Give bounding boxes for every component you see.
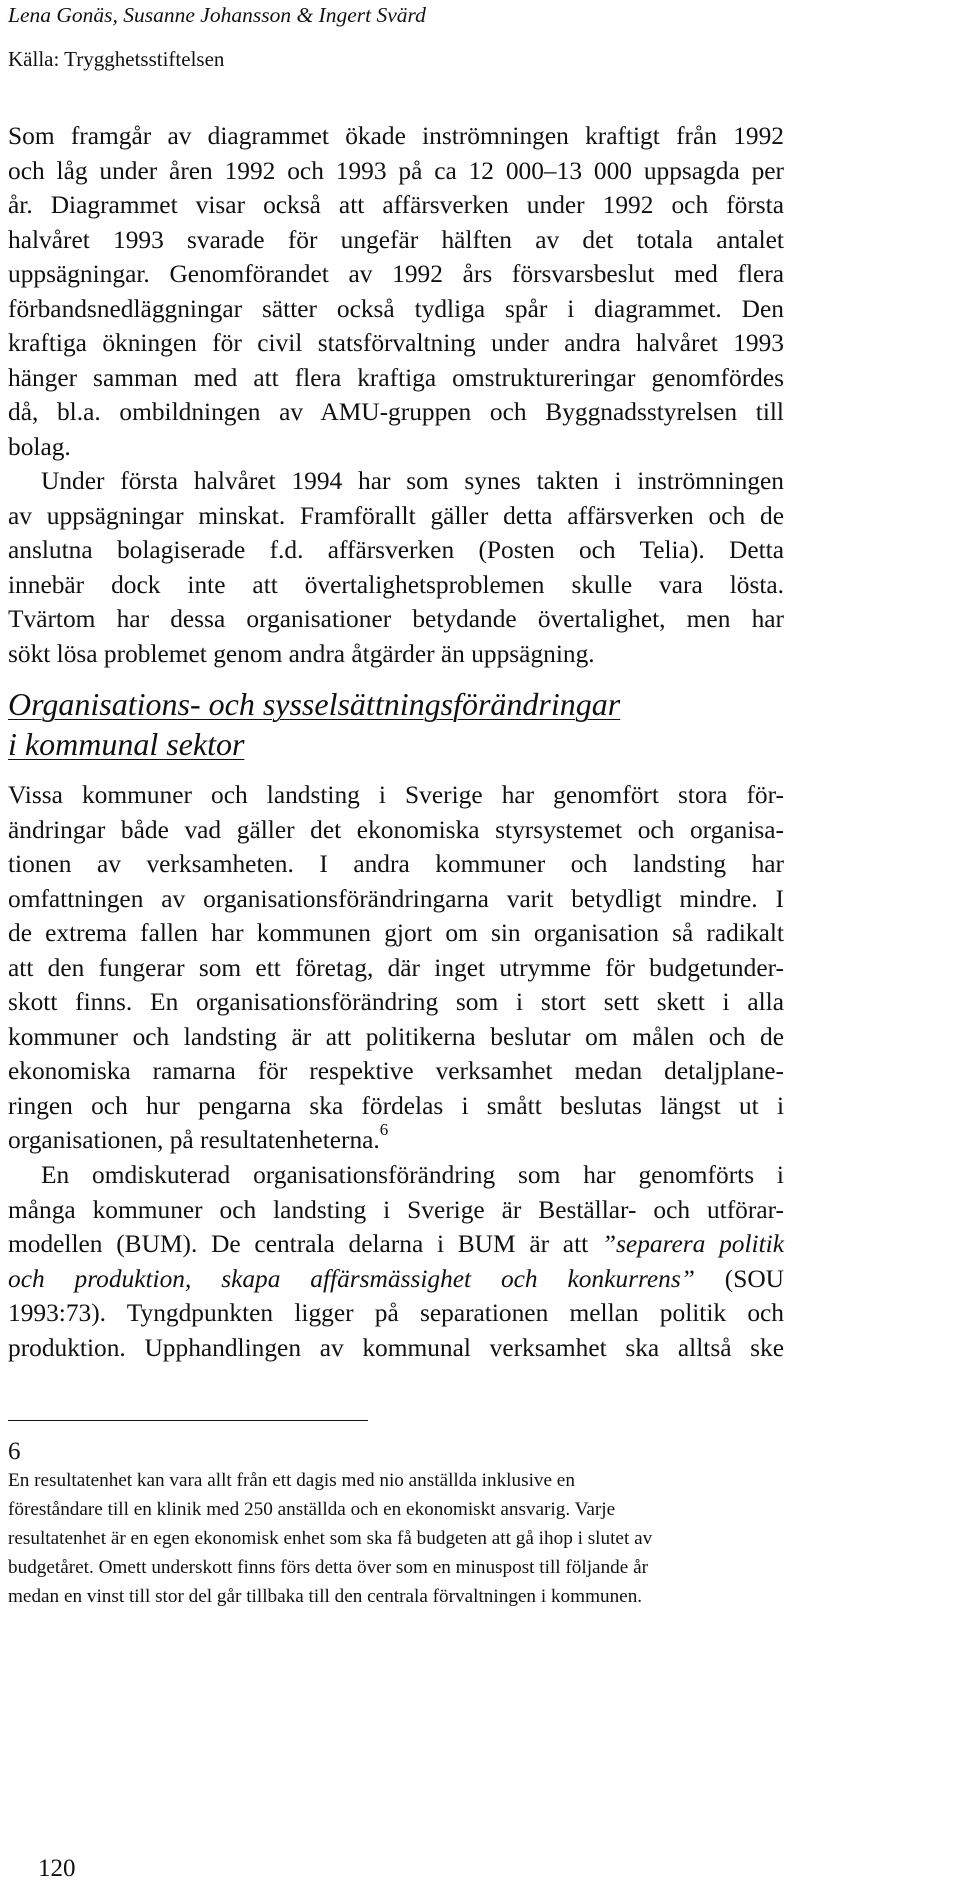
text-line: sökt lösa problemet genom andra åtgärder än uppsägning. [8, 639, 595, 668]
text-line: uppsägningar. Genomförandet av 1992 års försvarsbeslut med flera [8, 260, 784, 288]
text-line: att den fungerar som ett företag, där inget utrymme för budgetunder- [8, 953, 784, 982]
text-line: innebär dock inte att övertalighetsproblemen skulle vara lösta. [8, 570, 784, 599]
text-line: de extrema fallen har kommunen gjort om sin organisation så radikalt [8, 919, 784, 947]
footnote-line [8, 1437, 784, 1495]
text-line: omfattningen av organisationsförändringarna varit betydligt mindre. I [8, 884, 784, 913]
paragraph-2 [8, 464, 784, 671]
text-line: bolag. [8, 432, 71, 461]
text-line: Tvärtom har dessa organisationer betydande övertalighet, men har [8, 605, 784, 633]
text-line: kraftiga ökningen för civil statsförvaltning under andra halvåret 1993 [8, 329, 784, 357]
text-line: kommuner och landsting är att politikerna beslutar om målen och de [8, 1022, 784, 1051]
text-line: produktion. Upphandlingen av kommunal verksamhet ska alltså ske [8, 1333, 784, 1362]
text-fragment: modellen (BUM). De centrala delarna i BUM är att [8, 1230, 602, 1258]
text-line [8, 1120, 784, 1158]
running-header-authors: Lena Gonäs, Susanne Johansson & Ingert Svärd [8, 3, 426, 27]
text-fragment: (SOU [694, 1264, 784, 1293]
paragraph-4 [8, 1158, 784, 1365]
text-line: hänger samman med att flera kraftiga omstruktureringar genomfördes [8, 363, 784, 392]
footnote-line: föreståndare till en klinik med 250 anställda och en ekonomiskt ansvarig. Varje [8, 1499, 616, 1520]
text-line: ekonomiska ramarna för respektive verksamhet medan detaljplane- [8, 1057, 784, 1085]
text-line: Som framgår av diagrammet ökade inströmningen kraftigt från 1992 [8, 122, 784, 150]
footnote-divider [8, 1420, 368, 1421]
paragraph-3 [8, 778, 784, 1158]
section-heading-line: Organisations- och sysselsättningsförändringar [8, 686, 621, 722]
footnote-line: medan en vinst till stor del går tillbaka till den centrala förvaltningen i kommunen. [8, 1586, 643, 1607]
text-line [8, 1227, 784, 1262]
text-line: ringen och hur pengarna ska fördelas i smått beslutas längst ut i [8, 1091, 784, 1120]
text-line: Under första halvåret 1994 har som synes takten i inströmningen [41, 467, 784, 495]
text-line: då, bl.a. ombildningen av AMU-gruppen och Byggnadsstyrelsen till [8, 398, 784, 426]
text-line: 1993:73). Tyngdpunkten ligger på separationen mellan politik och [8, 1299, 784, 1327]
footnote-text: En resultatenhet kan vara allt från ett dagis med nio anställda inklusive en [8, 1470, 575, 1491]
text-line: många kommuner och landsting i Sverige är Beställar- och utförar- [8, 1195, 784, 1224]
text-line: ändringar både vad gäller det ekonomiska styrsystemet och organisa- [8, 815, 784, 844]
quoted-text: och produktion, skapa affärsmässighet och konkurrens” [8, 1264, 695, 1293]
text-fragment: organisationen, på resultatenheterna. [8, 1126, 380, 1154]
text-line: halvåret 1993 svarade för ungefär hälften av det totala antalet [8, 225, 784, 254]
footnote-reference[interactable]: 6 [379, 1120, 389, 1139]
text-line [8, 1262, 784, 1297]
text-line: och låg under åren 1992 och 1993 på ca 12 000–13 000 uppsagda per [8, 156, 784, 185]
section-heading [8, 684, 620, 764]
section-heading-line: i kommunal sektor [8, 726, 245, 762]
text-line: tionen av verksamheten. I andra kommuner och landsting har [8, 850, 784, 878]
text-line: Vissa kommuner och landsting i Sverige har genomfört stora för- [8, 781, 784, 809]
page-number: 120 [38, 1855, 76, 1882]
paragraph-1 [8, 119, 784, 464]
footnote-line: budgetåret. Omett underskott finns förs detta över som en minuspost till följande år [8, 1557, 648, 1578]
footnote-number: 6 [8, 1438, 21, 1465]
footnote [8, 1437, 784, 1611]
text-line: En omdiskuterad organisationsförändring som har genomförts i [41, 1161, 784, 1189]
text-line: anslutna bolagiserade f.d. affärsverken (Posten och Telia). Detta [8, 536, 784, 564]
text-line: år. Diagrammet visar också att affärsverken under 1992 och första [8, 191, 784, 219]
text-line: förbandsnedläggningar sätter också tydliga spår i diagrammet. Den [8, 294, 784, 323]
text-line: av uppsägningar minskat. Framförallt gäller detta affärsverken och de [8, 501, 784, 530]
quoted-text: ”separera politik [601, 1230, 784, 1258]
footnote-line: resultatenhet är en egen ekonomisk enhet som ska få budgeten att gå ihop i slutet av [8, 1528, 653, 1549]
text-line: skott finns. En organisationsförändring som i stort sett skett i alla [8, 988, 784, 1016]
chart-source-caption: Källa: Trygghetsstiftelsen [8, 47, 225, 71]
